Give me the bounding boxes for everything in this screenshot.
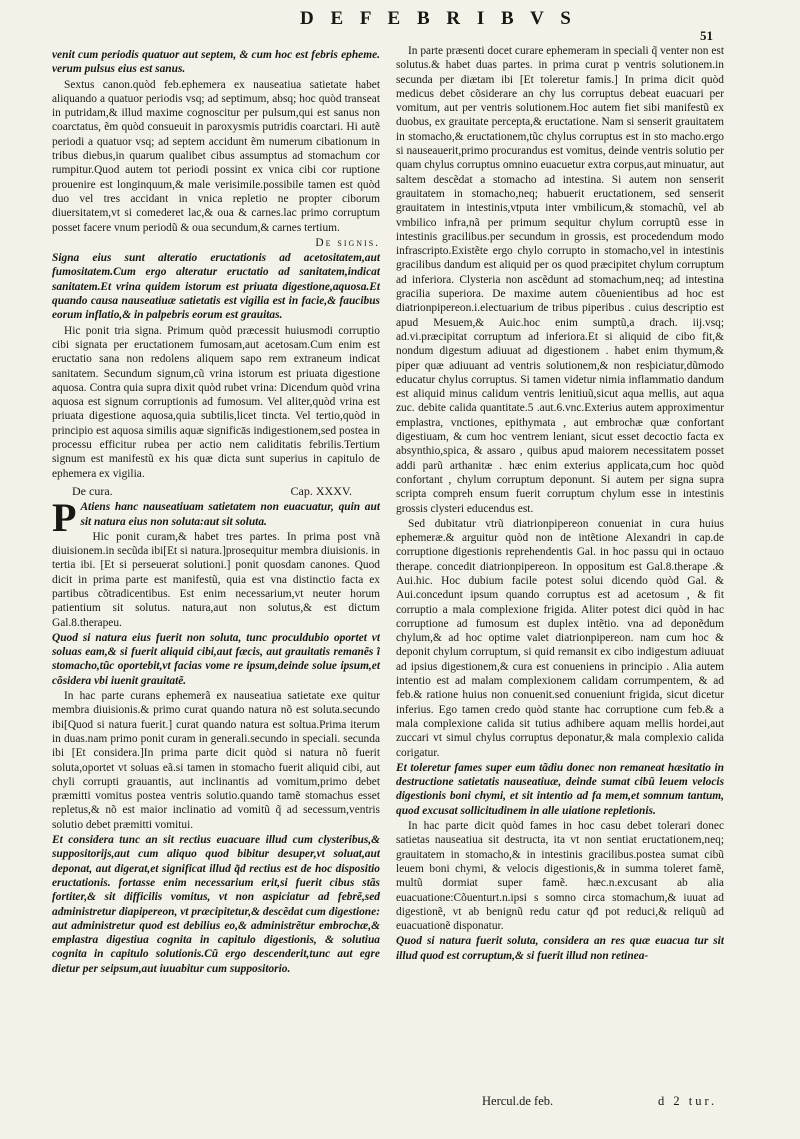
lemma-text: Atiens hanc nauseatiuam satietatem non euacuatur, quin aut sit natura eius non soluta:aut sit soluta. (80, 501, 380, 528)
chapter-opening-paragraph (52, 495, 380, 541)
chapter-number: Cap. XXXV. (290, 483, 352, 498)
commentary-paragraph: Sed dubitatur vtrũ diatrionpipereon conueniat in cura huius ephemeræ.& arguitur quòd non de intẽtione Alexandri in cap.de corruptione digestionis reprehendentis Gal. in hoc passu qui in octauo therape. concedit diatrionpipereon. In oppositum est Gal.8.therape .& Aui.hic. Hoc dubium facile potest solui dicendo quòd Gal. & Aui.concedunt ipsum quando corruptus est ad acetosum , & fit corruptio a mala complexione frigida. Aliter potest dici quòd in hac corruptione ad fumosum est duplex intẽtio. vna ad deponẽdum chylum,& ad hoc optime valet diatrionpipereon. nam cum hoc & deponit chylum corruptum, si quid remansit ex cibo indigestum adiuuat ad ipsius digestionem,& cura est conueniens in principio . Alia autem intentio est ad malam complexionem calidam corrumpentem, & ad feb.& ratione huius non conuenit.sed conueniunt frigida, sicut dicetur inferius. Ego tamen credo quòd stante hac corruptione cum feb.& a mala complexione calida sit tutius adhibere aquam mellis hordei,aut zuccari vt simul chylus corruptus deponatur,& mala complexio calida corigatur. (396, 517, 724, 759)
signature-catchword: d 2 tur. (658, 1094, 718, 1108)
commentary-paragraph: In hac parte curans ephemerã ex nauseatiua satietate exe quitur membra diuisionis.& primo curat quando natura nõ est soluta.secundo ibi[Quod si natura fuerit.] curat quando natura est soltua.Prima iterum in duas.nam primo ponit curam in generali.secundo in speciali. secunda ibi [Et considera.]In prima parte dicit quòd si natura nõ fuerit soluta,oportet vt soluas eã.si tamen in stomacho fuerit aliquid cibi, aut chyli corrupti grauantis, aut inclinantis ad vomitum,primo debet præmitti vomitus postea ventris solutio.quando tamẽ stomachus esset repletus,& nõ est maior inclinatio ad vomitũ q̃ ad secessum,ventris solutio debet præmitti vomitui. (52, 690, 380, 831)
chapter-heading (52, 482, 380, 500)
lemma-paragraph: Et toleretur fames super eum tãdiu donec non remaneat hæsitatio in destructione satietatis nauseatiuæ, deinde sumat cibũ leuem velocis digestionis boni chymi, et sit intentio ad fa mem,et somnum tantum, quod excusat sollicitudinem in alle uiatione repletionis. (396, 761, 724, 817)
drop-capital: P (52, 495, 77, 541)
lemma-paragraph: Quod si natura fuerit soluta, considera an res quæ euacua tur sit illud quod est corruptum,& si fuerit illud non retinea- (396, 935, 724, 962)
running-title: D E F E B R I B V S (300, 8, 577, 29)
commentary-paragraph: Hic ponit curam,& habet tres partes. In prima post vnã diuisionem.in secũda ibi[Et si natura.]prosequitur membra diuisionis. in tertia ibi. [Et si perseuerat solutioni.] ponit quosdam canones. Quod dicit in prima parte est manifestũ, quia est vna distinctio facta ex partibus cõtradicentibus. Est enim necessarium,vt neuter horum patientium sit solutus. natura,aut non solutus,& est dictum Gal.8.therapeu. (52, 530, 380, 629)
section-heading: De signis. (315, 236, 380, 249)
page-number: 51 (700, 28, 713, 43)
footer-book-title: Hercul.de feb. (482, 1094, 554, 1108)
commentary-paragraph: Sextus canon.quòd feb.ephemera ex nauseatiua satietate habet aliquando a quatuor periodis vsq; ad septimum, absq; hoc quòd transeat in putridam,& illud maxime cognoscitur per pulsum,qui est sanus non coarctatus, ẽm quòd consueuit in paroxysmis putridis coarctari. Hi autẽ periodi a quatuor vsq; ad septem accidunt ẽm numerum cibationum in tribus diebus,in quarum qualibet cibus assumptus ad stomachum cor rumpitur.Quod autem tot periodi possint ex vnica cibi cor ruptione prouenire est longinquum,& male verisimile.possibile tamen est quòd duo vel tres accidant in vnica repletio ne propter ciborum diuersitatem,vt si comederet lac,& oua & carnes.lac primo corruptum posset facere vnum periodũ & oua secundum,& carnes tertium. (52, 78, 380, 234)
lemma-paragraph: Quod si natura eius fuerit non soluta, tunc proculdubio oportet vt soluas eam,& si fuerit aliquid cibi,aut fæcis, aut grauitatis remanẽs ĩ stomacho,tũc oportebit,vt facias vome re ipsum,deinde solue ipsum,et cõsidera vbi iuenit grauitatẽ. (52, 631, 380, 687)
right-column (396, 44, 724, 1088)
chapter-heading-title: De cura. (72, 483, 113, 498)
commentary-paragraph: In parte præsenti docet curare ephemeram in speciali q̃ venter non est solutus.& habet duas partes. in prima curat p ventris solutionem.in secunda per diætam ibi [Et toleretur famis.] In prima dicit quòd medicus debet cõsiderare an chy lus corruptus debeat euacuari per vomitum, aut per ventris solutionem.Hoc autem fiet sibi manifestũ ex duobus, ex grauitate percepta,& eructatione. Nam si senserit grauitatem in stomacho,& eructationem,tũc chylus corruptus est in sto macho.ergo si nauseauerit,primo procurandus est vomitus, deinde ventris solutio per quam chylus corruptus omnino euacuetur extra corpus,aut minuatur, aut saltem descẽdat a stomacho ad intestina. Si autem non senserit grauitatem in stomacho,neq; habuerit eructationem, sed senserit grauitatem in intestinis,vtputa inter vmbilicum,& stomachũ, vel ab vmbilico infra,nã per primum sequitur chylum corruptũ esse in intestinis gracilibus.per secundum in grossis, est procedendum modo infrascripto.Existẽte ergo chylo corrupto in stomacho,vel in intestinis gracilibus dandum est aliquid per os quod præcipitet chylum corruptum ad inferiora. Clysteria non ascẽdunt ad stomachum,neq; ad intestina gracilia superiora. De maxime autem cõuenientibus ad hoc est diatrionpipereon.i.electuarium de tribus piperibus . cuius descriptio est apud Mesuem,& Auic.hoc enim sumptũ,a drach. iij.vsq; ad.vi.præcipitat corruptum ad inferiora.Et si aliquid de cibo fit,& nondum digestum adiuuat ad digestionem . habet enim thymum,& piper quæ adiuuant ad ventris solutionem,& non resþiciatur,dũmodo educatur chylus corruptus. Si tamen videtur nimia inflammatio dandum est aliquid minus calidum ventris lenitiuũ,sicut aqua mellis, aut aqua zuc. debite calida quantitate.5 .aut.6.vnc.Exterius autem approximentur emplastra, vnctiones, epithymata , aut embrochæ quæ confortant digestiuam, & cum hoc ventrem leniant, sicut esset decoctio facta ex absynthio,spica, & assaro , quibus apud maiorem necessitatem posset addi parũ arthanitæ . hæc enim exterius applicata,cum hoc quòd confortant , chylum corruptum deponunt. Si autem per signa supra scripta compreh ensum fuerit corruptum chylum esse in intestinis grossis clysteri educendus est. (396, 45, 724, 515)
lemma-paragraph: venit cum periodis quatuor aut septem, & cum hoc est febris epheme. verum pulsus eius est sanus. (52, 49, 380, 76)
commentary-paragraph: Hic ponit tria signa. Primum quòd præcessit huiusmodi corruptio cibi signata per eructationem fumosam,aut acetosam.Cum enim est eructatio sana non redolens aliquem sapo rem extraneum indicat sanitatem. Secundum signum,cũ vrina istorum est priuata digestione aquosa. Contra quia supra dixit quòd rubet vrina: Dicendum quòd vrina aquosa est signum corruptionis ad fumosum. Vel aliter,quòd vrina est priuata digestione aquosa,quia subtilis,licet tincta. Vel tertio,quòd in principio est aquosa similis aquæ significās indigestionem,sed postea in processu efficitur rubea per actio nem caliditatis febrilis.Tertium signum est manifestũ ex his quæ dicta sunt superius in capitulo de ephemera ex vigilia. (52, 324, 380, 480)
lemma-paragraph: Signa eius sunt alteratio eructationis ad acetositatem,aut fumositatem.Cum ergo alteratur eructatio ad sanitatem,indicat sanitatem.Et vrina quidem istorum est priuata digestione,aquosa.Et quando causa nauseatiuæ satietatis est vigilia est in facie,& faucibus eorum inflatio,& in palpebris eorum est grauitas. (52, 252, 380, 322)
left-column (52, 48, 380, 1092)
lemma-paragraph: Et considera tunc an sit rectius euacuare illud cum clysteribus,& suppositorijs,aut cum aliquo quod bibitur desuper,vt soluat,aut deponat, aut digerat,et significat illud q̃d rectius est de hoc dispositio eructationis. fortasse enim necessarium erit,si fuerit cibus stãs fortiter,& sit difficilis vomitus, vt non aspiciatur ad febrẽ,sed administretur diapipereon, vt præcipitetur,& descẽdat cum digestione: aut administretur quod est debilius eo,& administrẽtur embrochæ,& emplastra digestiua cognita in capitulo digestionis, & solutiua cognita in capitulo solutionis.Cũ ergo descenderit,tunc aut egre dietur per seipsum,aut iuuabitur cum suppositorio. (52, 834, 380, 975)
commentary-paragraph: In hac parte dicit quòd fames in hoc casu debet tolerari donec satietas nauseatiua sit destructa, ita vt non sentiat eructationem,neq; grauitatem in stomacho,& in intestinis gracilibus.postea sumat cibũ leuem boni chymi, & velocis digestionis,& in summa toleret famẽ, multũ dormiat super famẽ. hæc.n.excusant ab alia euacuatione:Cõuenturt.n.ipsi s somno circa stomachum,& iuuat ad digestionẽ, vt ab benignũ redu catur qđ pot reduci,& reliquũ ad euacuationẽ disponatur. (396, 820, 724, 933)
